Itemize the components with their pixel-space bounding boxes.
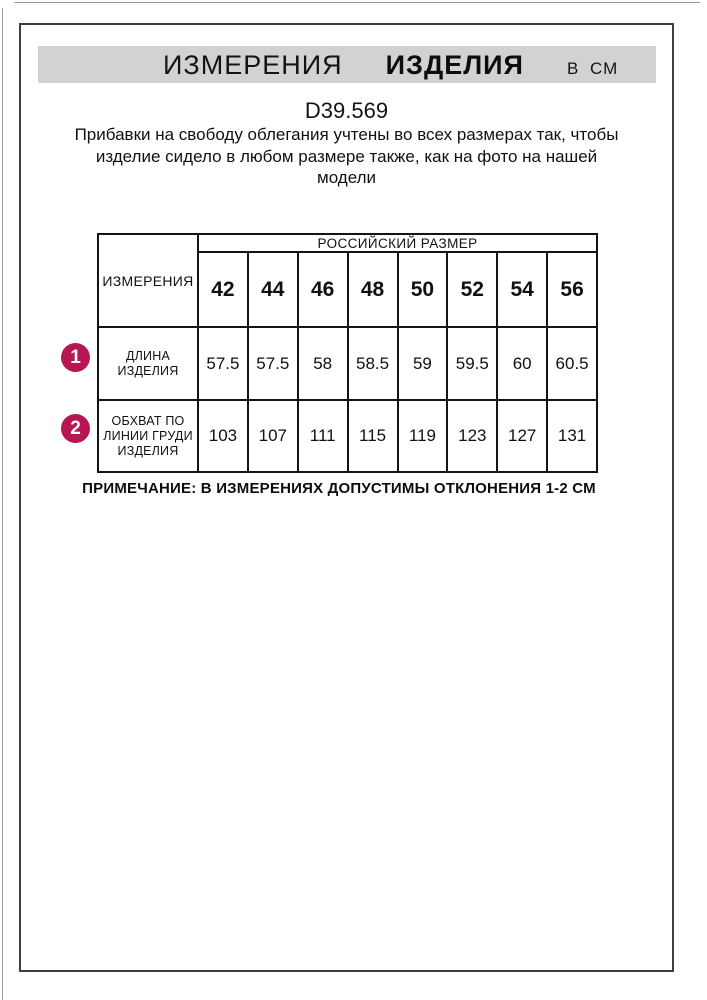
- fit-description: [19, 124, 674, 189]
- value-cell: 60.5: [547, 327, 597, 400]
- tolerance-note: ПРИМЕЧАНИЕ: В ИЗМЕРЕНИЯХ ДОПУСТИМЫ ОТКЛОНЕНИЯ 1-2 СМ: [82, 480, 596, 497]
- size-header-cell: 52: [447, 252, 497, 327]
- size-header-cell: 42: [198, 252, 248, 327]
- title-unit-cm: В СМ: [566, 59, 619, 78]
- value-cell: 58: [298, 327, 348, 400]
- size-header-cell: 46: [298, 252, 348, 327]
- value-cell: 131: [547, 400, 597, 472]
- value-cell: 127: [497, 400, 547, 472]
- fit-description-line-3: модели: [317, 168, 376, 187]
- row-label-length: ДЛИНА ИЗДЕЛИЯ: [98, 327, 198, 400]
- row-number-badge-1: 1: [61, 343, 90, 372]
- value-cell: 57.5: [248, 327, 298, 400]
- value-cell: 111: [298, 400, 348, 472]
- corner-header-cell: ИЗМЕРЕНИЯ: [98, 234, 198, 327]
- value-cell: 119: [398, 400, 448, 472]
- fit-description-line-2: изделие сидело в любом размере также, как на фото на нашей: [95, 146, 598, 166]
- value-cell: 60: [497, 327, 547, 400]
- size-header-cell: 56: [547, 252, 597, 327]
- size-header-cell: 48: [348, 252, 398, 327]
- row-label-chest: ОБХВАТ ПО ЛИНИИ ГРУДИ ИЗДЕЛИЯ: [98, 400, 198, 472]
- title-word-measurements: ИЗМЕРЕНИЯ: [163, 50, 343, 80]
- size-header-cell: 50: [398, 252, 448, 327]
- value-cell: 103: [198, 400, 248, 472]
- article-code: D39.569: [304, 98, 389, 123]
- table-row: [98, 234, 597, 252]
- table-row: [98, 327, 597, 400]
- title-bar: [38, 46, 656, 83]
- size-header-cell: 54: [497, 252, 547, 327]
- title-word-product: ИЗДЕЛИЯ: [385, 50, 524, 80]
- size-group-header-cell: РОССИЙСКИЙ РАЗМЕР: [198, 234, 597, 252]
- fit-description-line-1: Прибавки на свободу облегания учтены во всех размерах так, чтобы: [74, 125, 619, 144]
- table-row: [98, 400, 597, 472]
- scan-edge-top: [14, 2, 700, 3]
- value-cell: 59: [398, 327, 448, 400]
- value-cell: 115: [348, 400, 398, 472]
- size-header-cell: 44: [248, 252, 298, 327]
- value-cell: 59.5: [447, 327, 497, 400]
- measurements-table: [97, 233, 598, 473]
- value-cell: 57.5: [198, 327, 248, 400]
- value-cell: 123: [447, 400, 497, 472]
- value-cell: 58.5: [348, 327, 398, 400]
- value-cell: 107: [248, 400, 298, 472]
- scan-edge-left: [2, 8, 3, 1000]
- page-title: [163, 50, 618, 81]
- row-number-badge-2: 2: [61, 414, 90, 443]
